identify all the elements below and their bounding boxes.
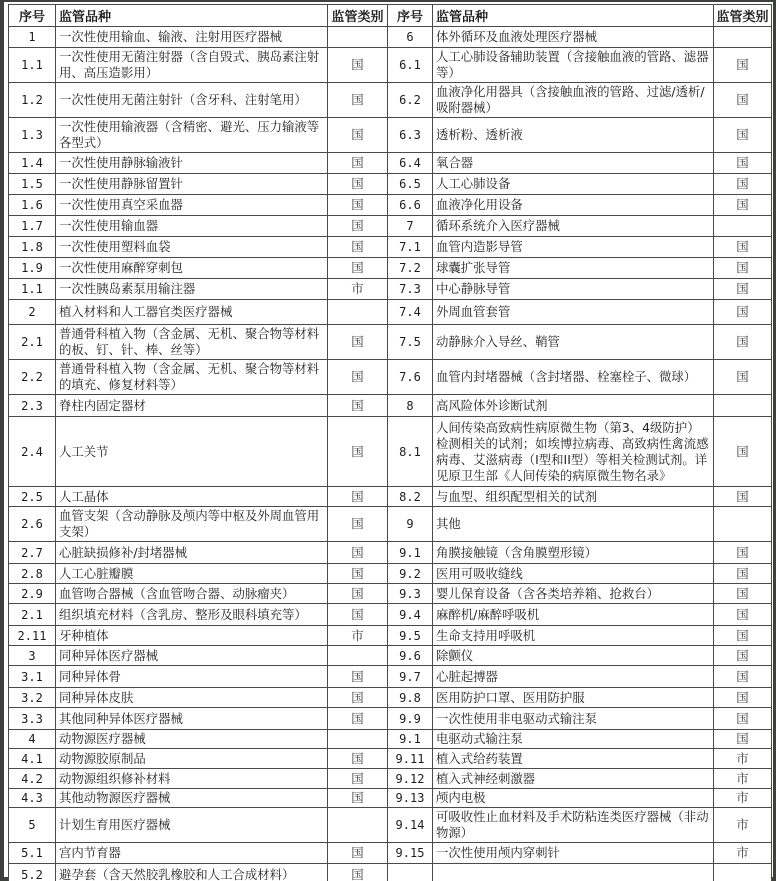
- table-row: [9, 118, 772, 153]
- cell-seq-left: 1.1: [9, 48, 56, 83]
- cell-seq-left: 2.2: [9, 360, 56, 395]
- table-row: [9, 843, 772, 864]
- cell-product-right: 外周血管套管: [433, 300, 714, 325]
- cell-category-left: 国: [328, 507, 388, 542]
- cell-seq-left: 2.5: [9, 487, 56, 507]
- cell-category-left: 国: [328, 487, 388, 507]
- cell-category-left: [328, 27, 388, 48]
- cell-product-right: 其他: [433, 507, 714, 542]
- cell-category-left: 国: [328, 584, 388, 604]
- cell-product-left: 人工关节: [56, 417, 328, 487]
- regulation-category-table: [8, 4, 772, 881]
- cell-seq-right: 6.2: [388, 83, 433, 118]
- cell-category-right: [714, 864, 772, 881]
- cell-product-right: 植入式神经刺激器: [433, 769, 714, 789]
- cell-product-right: 人工心肺设备辅助装置（含接触血液的管路、滤器等）: [433, 48, 714, 83]
- cell-seq-right: 7.3: [388, 279, 433, 300]
- cell-product-left: 人工心脏瓣膜: [56, 564, 328, 584]
- cell-product-left: 其他同种异体医疗器械: [56, 708, 328, 730]
- cell-category-left: 市: [328, 279, 388, 300]
- cell-category-left: 国: [328, 153, 388, 174]
- cell-product-right: 人间传染高致病性病原微生物（第3、4级防护）检测相关的试剂；如埃博拉病毒、高致病性禽流感病毒、艾滋病毒（I型和II型）等相关检测试剂。详见原卫生部《人间传染的病原微生物名录》: [433, 417, 714, 487]
- cell-category-left: [328, 300, 388, 325]
- cell-category-right: [714, 395, 772, 417]
- cell-seq-left: 2.3: [9, 395, 56, 417]
- cell-product-right: 血液净化用器具（含接触血液的管路、过滤/透析/吸附器械）: [433, 83, 714, 118]
- cell-product-right: 颅内电极: [433, 789, 714, 808]
- cell-category-right: 国: [714, 666, 772, 688]
- cell-seq-left: 2.1: [9, 325, 56, 360]
- cell-category-right: [714, 507, 772, 542]
- cell-category-right: 国: [714, 174, 772, 195]
- cell-seq-left: 2.1: [9, 604, 56, 626]
- cell-product-right: 麻醉机/麻醉呼吸机: [433, 604, 714, 626]
- cell-seq-left: 4.2: [9, 769, 56, 789]
- cell-category-right: 国: [714, 118, 772, 153]
- cell-seq-right: 7.2: [388, 258, 433, 279]
- cell-category-right: 国: [714, 48, 772, 83]
- table-row: [9, 195, 772, 216]
- cell-product-right: 血液净化用设备: [433, 195, 714, 216]
- cell-seq-left: 5: [9, 808, 56, 843]
- cell-category-right: 国: [714, 279, 772, 300]
- cell-seq-right: 9.15: [388, 843, 433, 864]
- cell-category-left: 国: [328, 360, 388, 395]
- table-row: [9, 864, 772, 881]
- cell-seq-right: 9.12: [388, 769, 433, 789]
- cell-seq-left: 2.7: [9, 542, 56, 564]
- cell-category-right: 国: [714, 83, 772, 118]
- table-row: [9, 646, 772, 666]
- cell-seq-left: 1: [9, 27, 56, 48]
- cell-category-left: 国: [328, 708, 388, 730]
- cell-category-left: 国: [328, 395, 388, 417]
- header-seq-right: 序号: [388, 5, 433, 27]
- table-body: [9, 27, 772, 881]
- header-seq-left: 序号: [9, 5, 56, 27]
- cell-product-right: 氧合器: [433, 153, 714, 174]
- cell-category-left: 国: [328, 258, 388, 279]
- cell-category-right: 国: [714, 153, 772, 174]
- cell-seq-right: 8.1: [388, 417, 433, 487]
- cell-product-left: 宫内节育器: [56, 843, 328, 864]
- cell-seq-left: 3.3: [9, 708, 56, 730]
- cell-seq-right: 7.6: [388, 360, 433, 395]
- cell-category-left: [328, 808, 388, 843]
- cell-product-right: 医用防护口罩、医用防护服: [433, 688, 714, 708]
- cell-product-left: 同种异体皮肤: [56, 688, 328, 708]
- cell-product-left: 牙种植体: [56, 626, 328, 646]
- cell-product-right: 植入式给药装置: [433, 749, 714, 769]
- cell-category-left: 国: [328, 864, 388, 881]
- cell-category-right: 市: [714, 769, 772, 789]
- cell-category-right: 国: [714, 730, 772, 749]
- cell-category-left: 国: [328, 174, 388, 195]
- cell-seq-right: 9.1: [388, 730, 433, 749]
- cell-seq-right: 9.6: [388, 646, 433, 666]
- cell-category-left: 国: [328, 195, 388, 216]
- cell-seq-left: 2.4: [9, 417, 56, 487]
- table-row: [9, 360, 772, 395]
- table-row: [9, 279, 772, 300]
- header-category-left: 监管类别: [328, 5, 388, 27]
- cell-product-left: 计划生育用医疗器械: [56, 808, 328, 843]
- cell-category-left: 国: [328, 542, 388, 564]
- cell-category-left: 国: [328, 237, 388, 258]
- table-row: [9, 626, 772, 646]
- cell-seq-right: 9.9: [388, 708, 433, 730]
- cell-category-left: 国: [328, 789, 388, 808]
- cell-seq-right: 7.1: [388, 237, 433, 258]
- cell-seq-right: 9.3: [388, 584, 433, 604]
- cell-seq-left: 1.4: [9, 153, 56, 174]
- cell-product-left: 一次性使用静脉留置针: [56, 174, 328, 195]
- cell-product-left: 其他动物源医疗器械: [56, 789, 328, 808]
- cell-seq-right: 7: [388, 216, 433, 237]
- cell-product-right: 球囊扩张导管: [433, 258, 714, 279]
- header-product-left: 监管品种: [56, 5, 328, 27]
- cell-category-left: 国: [328, 749, 388, 769]
- cell-category-left: 国: [328, 48, 388, 83]
- cell-seq-right: [388, 864, 433, 881]
- cell-product-right: 中心静脉导管: [433, 279, 714, 300]
- cell-product-right: 心脏起搏器: [433, 666, 714, 688]
- cell-seq-right: 9.4: [388, 604, 433, 626]
- table-row: [9, 749, 772, 769]
- cell-seq-right: 8.2: [388, 487, 433, 507]
- cell-seq-left: 1.2: [9, 83, 56, 118]
- cell-product-left: 一次性使用真空采血器: [56, 195, 328, 216]
- cell-seq-left: 1.1: [9, 279, 56, 300]
- cell-category-right: 国: [714, 195, 772, 216]
- cell-product-left: 血管吻合器械（含血管吻合器、动脉瘤夹）: [56, 584, 328, 604]
- cell-product-right: 体外循环及血液处理医疗器械: [433, 27, 714, 48]
- cell-product-left: 一次性使用麻醉穿刺包: [56, 258, 328, 279]
- cell-seq-left: 2.9: [9, 584, 56, 604]
- cell-seq-left: 3.2: [9, 688, 56, 708]
- cell-product-right: 除颤仪: [433, 646, 714, 666]
- table-row: [9, 487, 772, 507]
- cell-category-right: [714, 27, 772, 48]
- cell-product-left: 同种异体骨: [56, 666, 328, 688]
- cell-product-right: 婴儿保育设备（含各类培养箱、抢救台）: [433, 584, 714, 604]
- table-row: [9, 153, 772, 174]
- cell-seq-right: 6.6: [388, 195, 433, 216]
- table-row: [9, 395, 772, 417]
- cell-category-right: 国: [714, 564, 772, 584]
- table-row: [9, 730, 772, 749]
- cell-product-right: 可吸收性止血材料及手术防粘连类医疗器械（非动物源）: [433, 808, 714, 843]
- document-sheet: [4, 2, 773, 881]
- cell-category-left: 国: [328, 417, 388, 487]
- cell-product-right: 角膜接触镜（含角膜塑形镜）: [433, 542, 714, 564]
- cell-seq-right: 9.7: [388, 666, 433, 688]
- cell-category-right: 市: [714, 749, 772, 769]
- cell-product-right: 透析粉、透析液: [433, 118, 714, 153]
- table-row: [9, 417, 772, 487]
- cell-category-left: 市: [328, 626, 388, 646]
- table-row: [9, 507, 772, 542]
- cell-product-left: 动物源组织修补材料: [56, 769, 328, 789]
- cell-category-right: 国: [714, 300, 772, 325]
- cell-product-right: [433, 864, 714, 881]
- cell-category-right: 国: [714, 688, 772, 708]
- cell-seq-right: 9.11: [388, 749, 433, 769]
- cell-category-right: 国: [714, 584, 772, 604]
- cell-seq-right: 7.4: [388, 300, 433, 325]
- cell-product-right: 与血型、组织配型相关的试剂: [433, 487, 714, 507]
- cell-product-left: 普通骨科植入物（含金属、无机、聚合物等材料的板、钉、针、棒、丝等）: [56, 325, 328, 360]
- cell-seq-left: 1.3: [9, 118, 56, 153]
- cell-product-right: 医用可吸收缝线: [433, 564, 714, 584]
- cell-product-left: 一次性使用输血器: [56, 216, 328, 237]
- header-category-right: 监管类别: [714, 5, 772, 27]
- cell-seq-left: 1.5: [9, 174, 56, 195]
- cell-seq-right: 9.2: [388, 564, 433, 584]
- cell-product-left: 同种异体医疗器械: [56, 646, 328, 666]
- cell-seq-right: 6: [388, 27, 433, 48]
- cell-category-right: 国: [714, 708, 772, 730]
- cell-product-right: 血管内造影导管: [433, 237, 714, 258]
- table-header-row: [9, 5, 772, 27]
- cell-seq-left: 5.1: [9, 843, 56, 864]
- table-row: [9, 258, 772, 279]
- table-row: [9, 769, 772, 789]
- cell-seq-right: 6.4: [388, 153, 433, 174]
- cell-product-left: 一次性使用静脉输液针: [56, 153, 328, 174]
- table-row: [9, 584, 772, 604]
- cell-seq-right: 9.13: [388, 789, 433, 808]
- cell-product-right: 人工心肺设备: [433, 174, 714, 195]
- cell-seq-right: 9.5: [388, 626, 433, 646]
- cell-product-left: 动物源胶原制品: [56, 749, 328, 769]
- table-row: [9, 688, 772, 708]
- table-row: [9, 564, 772, 584]
- cell-product-left: 一次性使用无菌注射器（含自毁式、胰岛素注射用、高压造影用）: [56, 48, 328, 83]
- table-row: [9, 789, 772, 808]
- cell-category-left: 国: [328, 604, 388, 626]
- cell-category-left: 国: [328, 325, 388, 360]
- cell-category-left: 国: [328, 843, 388, 864]
- cell-seq-right: 9.1: [388, 542, 433, 564]
- cell-category-right: 国: [714, 360, 772, 395]
- table-row: [9, 708, 772, 730]
- table-row: [9, 48, 772, 83]
- cell-product-right: 动静脉介入导丝、鞘管: [433, 325, 714, 360]
- cell-seq-left: 2.8: [9, 564, 56, 584]
- cell-seq-left: 3: [9, 646, 56, 666]
- cell-product-right: 一次性使用颅内穿刺针: [433, 843, 714, 864]
- cell-product-left: 普通骨科植入物（含金属、无机、聚合物等材料的填充、修复材料等）: [56, 360, 328, 395]
- cell-category-right: 国: [714, 258, 772, 279]
- cell-category-left: [328, 646, 388, 666]
- cell-product-left: 植入材料和人工器官类医疗器械: [56, 300, 328, 325]
- table-row: [9, 174, 772, 195]
- cell-category-right: 国: [714, 487, 772, 507]
- cell-seq-left: 2.11: [9, 626, 56, 646]
- cell-product-left: 避孕套（含天然胶乳橡胶和人工合成材料）: [56, 864, 328, 881]
- cell-seq-left: 1.6: [9, 195, 56, 216]
- table-row: [9, 83, 772, 118]
- cell-product-left: 动物源医疗器械: [56, 730, 328, 749]
- cell-category-left: 国: [328, 118, 388, 153]
- cell-seq-left: 5.2: [9, 864, 56, 881]
- cell-product-left: 一次性使用输血、输液、注射用医疗器械: [56, 27, 328, 48]
- cell-seq-left: 2.6: [9, 507, 56, 542]
- cell-category-right: 国: [714, 325, 772, 360]
- cell-seq-left: 1.7: [9, 216, 56, 237]
- cell-product-left: 脊柱内固定器材: [56, 395, 328, 417]
- cell-category-left: 国: [328, 666, 388, 688]
- cell-seq-right: 9.14: [388, 808, 433, 843]
- table-row: [9, 237, 772, 258]
- cell-product-left: 一次性使用塑料血袋: [56, 237, 328, 258]
- cell-seq-left: 1.8: [9, 237, 56, 258]
- cell-seq-right: 6.1: [388, 48, 433, 83]
- cell-product-right: 循环系统介入医疗器械: [433, 216, 714, 237]
- cell-seq-right: 9: [388, 507, 433, 542]
- cell-category-right: 国: [714, 604, 772, 626]
- cell-seq-left: 4: [9, 730, 56, 749]
- cell-product-left: 心脏缺损修补/封堵器械: [56, 542, 328, 564]
- cell-product-right: 生命支持用呼吸机: [433, 626, 714, 646]
- cell-category-right: 国: [714, 417, 772, 487]
- table-row: [9, 27, 772, 48]
- cell-seq-left: 4.1: [9, 749, 56, 769]
- cell-product-right: 高风险体外诊断试剂: [433, 395, 714, 417]
- table-row: [9, 808, 772, 843]
- cell-seq-left: 3.1: [9, 666, 56, 688]
- table-row: [9, 325, 772, 360]
- cell-category-left: 国: [328, 688, 388, 708]
- table-row: [9, 604, 772, 626]
- cell-category-right: [714, 216, 772, 237]
- cell-product-left: 组织填充材料（含乳房、整形及眼科填充等）: [56, 604, 328, 626]
- cell-category-left: 国: [328, 564, 388, 584]
- cell-seq-right: 6.3: [388, 118, 433, 153]
- cell-product-left: 血管支架（含动静脉及颅内等中枢及外周血管用支架）: [56, 507, 328, 542]
- table-row: [9, 216, 772, 237]
- cell-category-left: 国: [328, 83, 388, 118]
- cell-category-right: 市: [714, 843, 772, 864]
- cell-seq-right: 9.8: [388, 688, 433, 708]
- cell-category-right: 国: [714, 542, 772, 564]
- cell-product-left: 人工晶体: [56, 487, 328, 507]
- cell-product-right: 血管内封堵器械（含封堵器、栓塞栓子、微球）: [433, 360, 714, 395]
- cell-category-right: 国: [714, 626, 772, 646]
- cell-product-left: 一次性使用无菌注射针（含牙科、注射笔用）: [56, 83, 328, 118]
- cell-seq-right: 7.5: [388, 325, 433, 360]
- cell-product-left: 一次性使用输液器（含精密、避光、压力输液等各型式）: [56, 118, 328, 153]
- cell-category-right: 市: [714, 808, 772, 843]
- table-row: [9, 542, 772, 564]
- cell-category-right: 国: [714, 646, 772, 666]
- cell-seq-left: 1.9: [9, 258, 56, 279]
- cell-seq-left: 2: [9, 300, 56, 325]
- table-row: [9, 666, 772, 688]
- cell-product-right: 电驱动式输注泵: [433, 730, 714, 749]
- header-product-right: 监管品种: [433, 5, 714, 27]
- cell-category-left: 国: [328, 769, 388, 789]
- cell-category-left: [328, 730, 388, 749]
- cell-category-right: 市: [714, 789, 772, 808]
- cell-seq-right: 6.5: [388, 174, 433, 195]
- cell-product-right: 一次性使用非电驱动式输注泵: [433, 708, 714, 730]
- table-row: [9, 300, 772, 325]
- cell-category-right: 国: [714, 237, 772, 258]
- cell-category-left: 国: [328, 216, 388, 237]
- cell-seq-left: 4.3: [9, 789, 56, 808]
- cell-seq-right: 8: [388, 395, 433, 417]
- cell-product-left: 一次性胰岛素泵用输注器: [56, 279, 328, 300]
